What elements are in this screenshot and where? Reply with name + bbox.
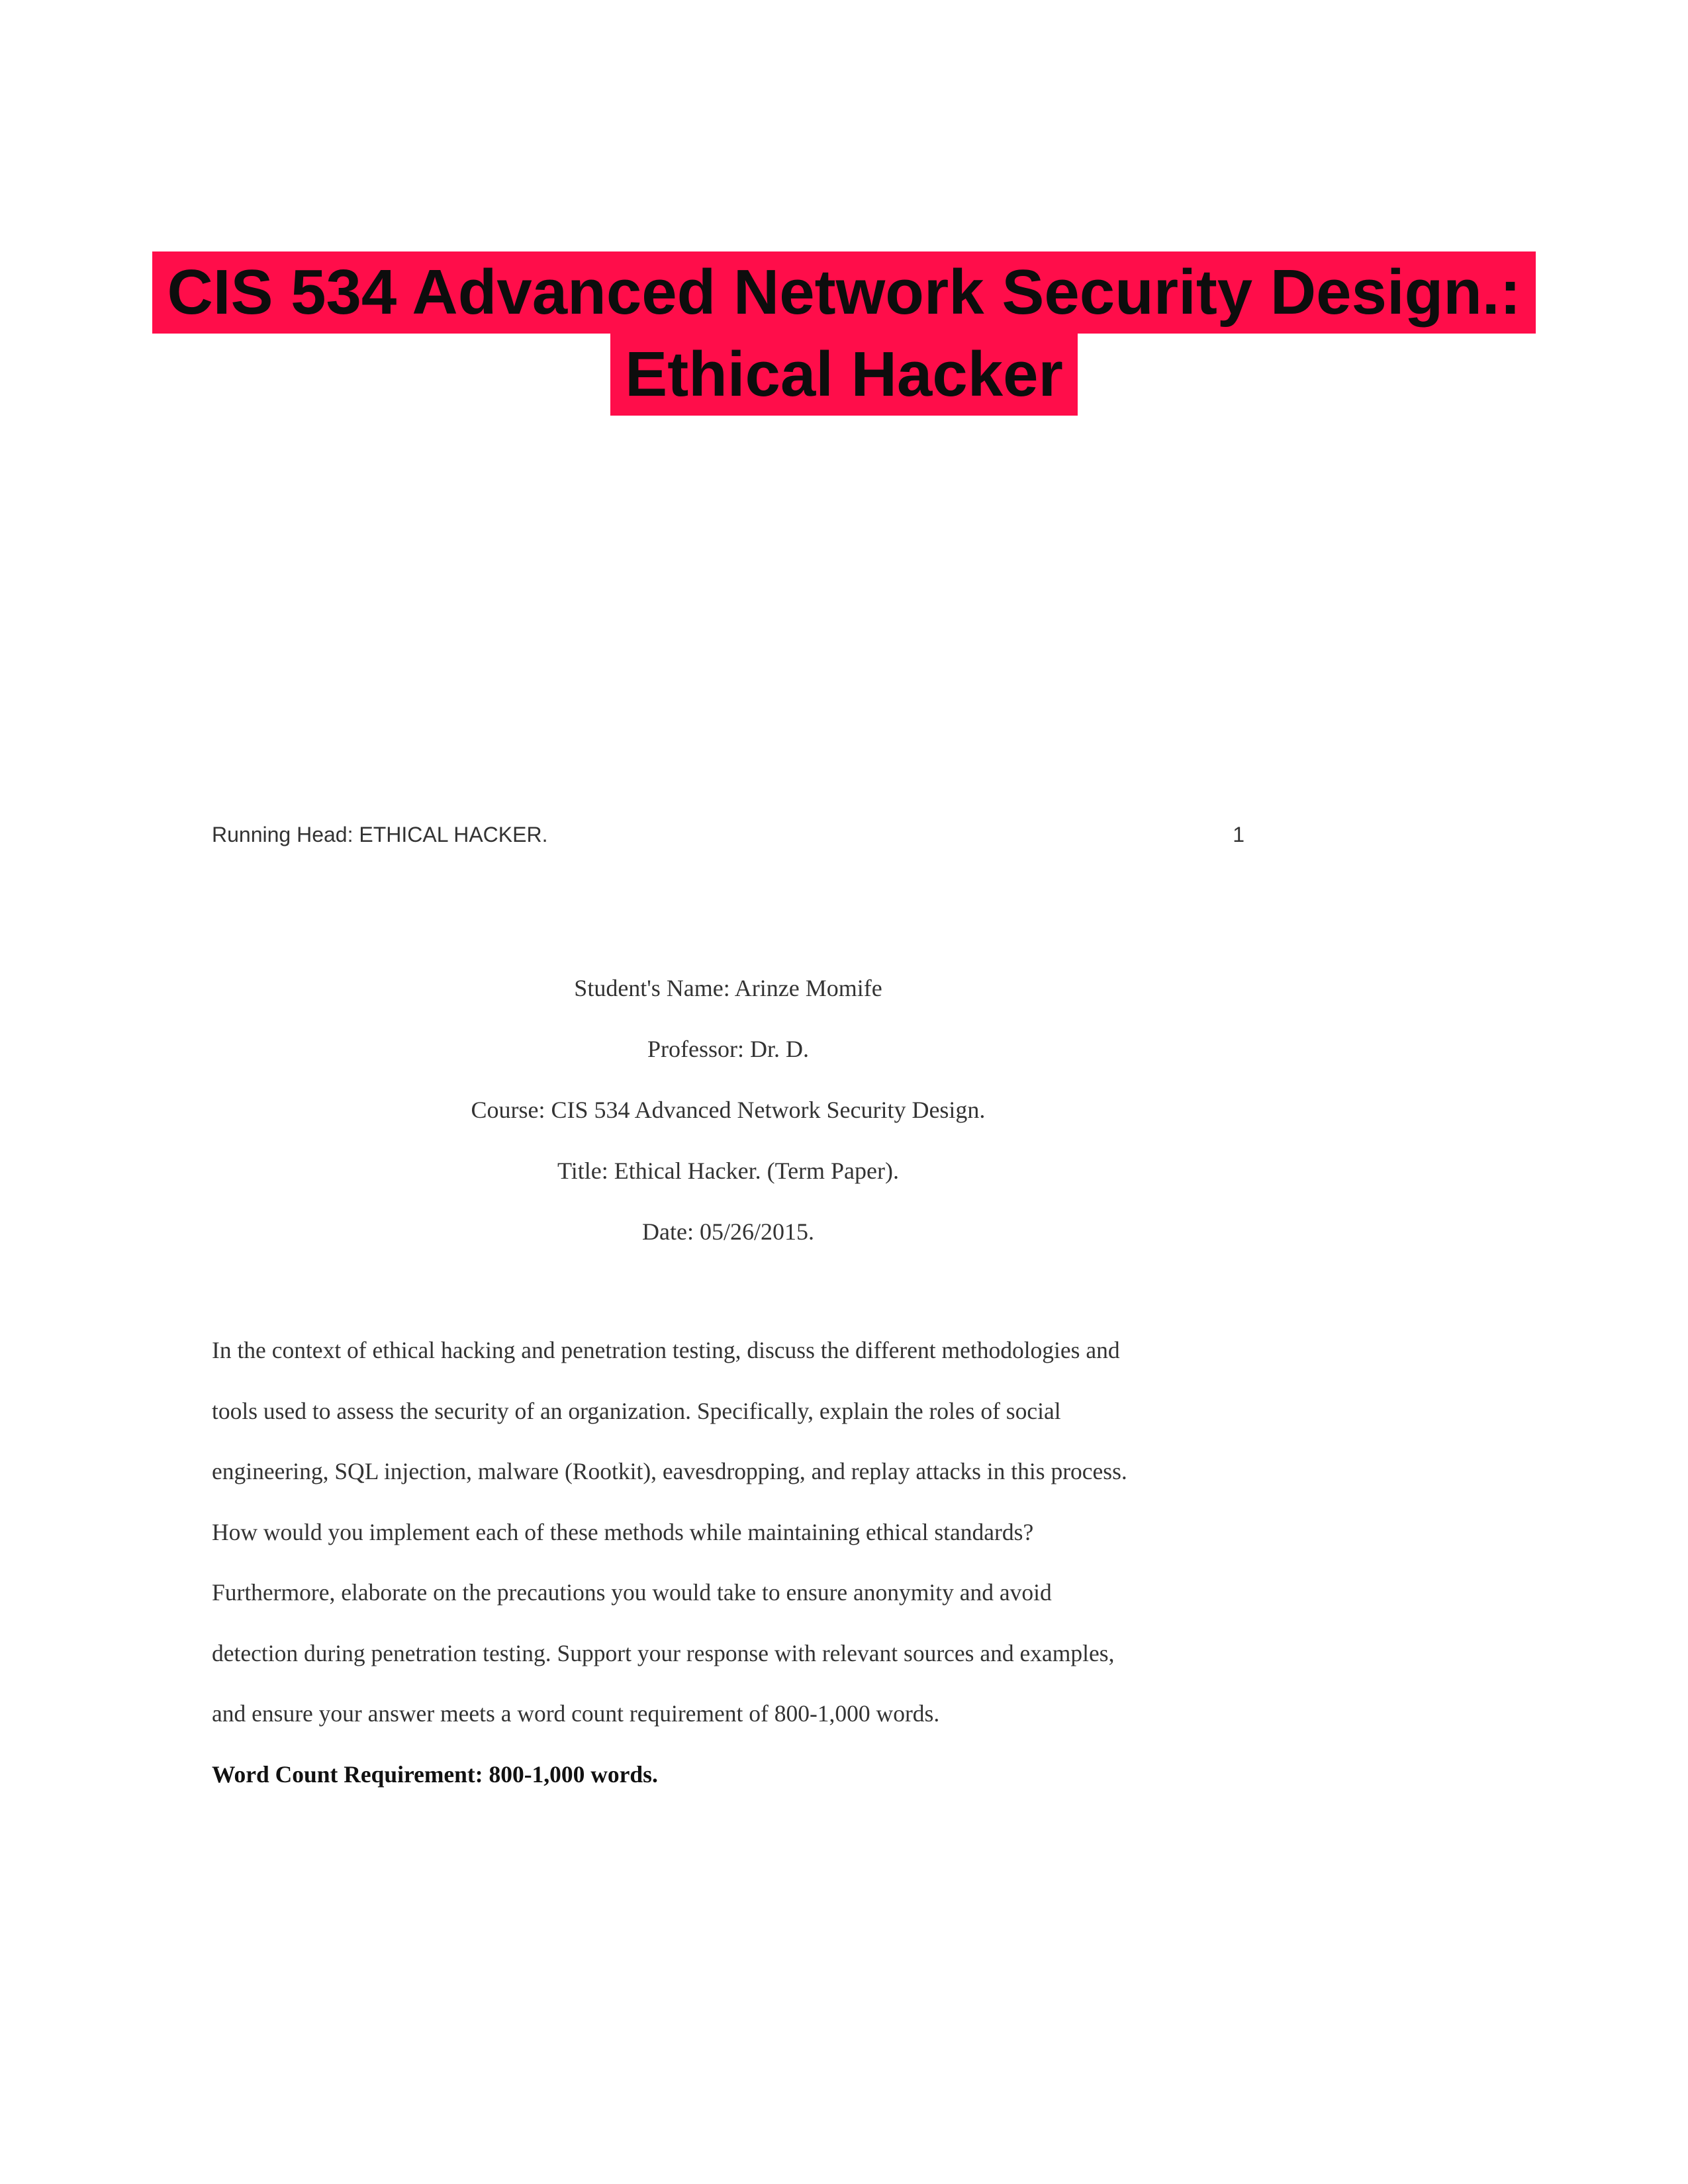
paper-title-line: Title: Ethical Hacker. (Term Paper). — [557, 1158, 899, 1184]
body-line: How would you implement each of these methods while maintaining ethical standards? — [212, 1518, 1034, 1545]
body-line: In the context of ethical hacking and penetration testing, discuss the different methodologies and — [212, 1337, 1120, 1363]
page-number: 1 — [1233, 823, 1244, 846]
body-line: detection during penetration testing. Support your response with relevant sources and examples, — [212, 1639, 1115, 1666]
banner-title-line-2: Ethical Hacker — [610, 334, 1078, 416]
course-line: Course: CIS 534 Advanced Network Security Design. — [471, 1097, 986, 1123]
body-line: and ensure your answer meets a word count requirement of 800-1,000 words. — [212, 1700, 940, 1727]
banner-title-line-1: CIS 534 Advanced Network Security Design.: — [152, 251, 1535, 334]
body-line: engineering, SQL injection, malware (Rootkit), eavesdropping, and replay attacks in this process. — [212, 1458, 1127, 1484]
word-count-requirement: Word Count Requirement: 800-1,000 words. — [212, 1760, 658, 1788]
student-name-line: Student's Name: Arinze Momife — [574, 975, 882, 1001]
document-title-banner — [0, 251, 1688, 416]
title-block — [212, 958, 1244, 1262]
body-line: tools used to assess the security of an organization. Specifically, explain the roles of social — [212, 1397, 1061, 1424]
body-line: Furthermore, elaborate on the precautions you would take to ensure anonymity and avoid — [212, 1579, 1052, 1606]
date-line: Date: 05/26/2015. — [642, 1218, 814, 1245]
body-paragraph — [212, 1320, 1258, 1805]
running-head: Running Head: ETHICAL HACKER. — [212, 823, 548, 846]
document-page — [212, 811, 1244, 1803]
professor-line: Professor: Dr. D. — [647, 1036, 809, 1062]
